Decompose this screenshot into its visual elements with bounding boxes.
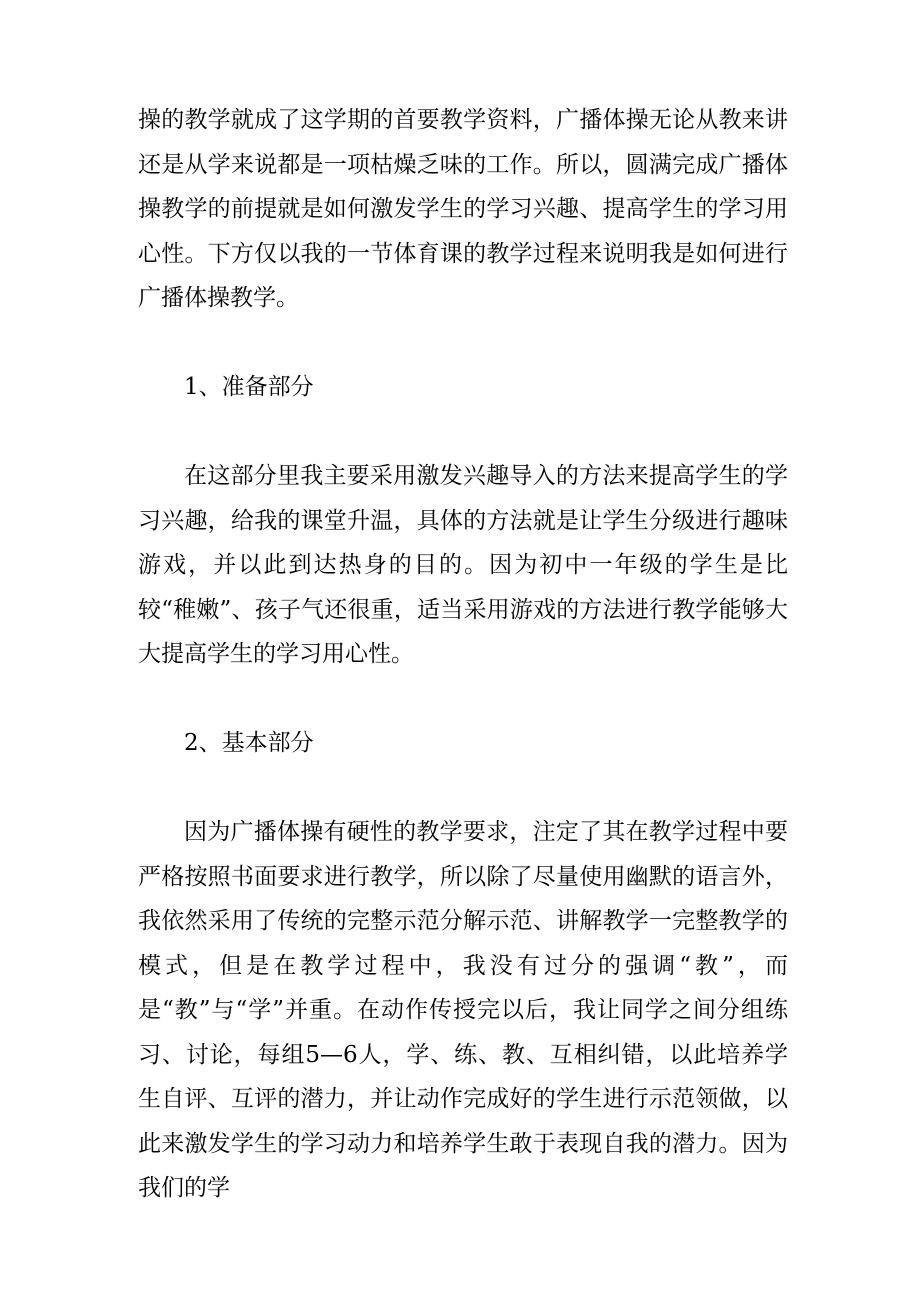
paragraph-spacer: [138, 766, 788, 811]
paragraph-spacer: [138, 321, 788, 366]
paragraph-spacer: [138, 410, 788, 455]
section-heading-basic: 2、基本部分: [184, 730, 314, 756]
paragraph-intro-continuation: 操的教学就成了这学期的首要教学资料，广播体操无论从教来讲还是从学来说都是一项枯燥乏味的工作。所以，圆满完成广播体操教学的前提就是如何激发学生的学习兴趣、提高学生的学习用心性。下方仅以我的一节体育课的教学过程来说明我是如何进行广播体操教学。: [138, 107, 788, 311]
document-body: [138, 98, 788, 1211]
paragraph-preparation: 在这部分里我主要采用激发兴趣导入的方法来提高学生的学习兴趣，给我的课堂升温，具体的方法就是让学生分级进行趣味游戏，并以此到达热身的目的。因为初中一年级的学生是比较“稚嫩”、孩子气还很重，适当采用游戏的方法进行教学能够大大提高学生的学习用心性。: [138, 463, 788, 667]
section-heading-preparation: 1、准备部分: [184, 374, 314, 400]
paragraph-spacer: [138, 677, 788, 722]
paragraph-basic: 因为广播体操有硬性的教学要求，注定了其在教学过程中要严格按照书面要求进行教学，所以除了尽量使用幽默的语言外，我依然采用了传统的完整示范分解示范、讲解教学一完整教学的模式，但是在教学过程中，我没有过分的强调“教”，而是“教”与“学”并重。在动作传授完以后，我让同学之间分组练习、讨论，每组5—6人，学、练、教、互相纠错，以此培养学生自评、互评的潜力，并让动作完成好的学生进行示范领做，以此来激发学生的学习动力和培养学生敢于表现自我的潜力。因为我们的学: [138, 819, 788, 1201]
